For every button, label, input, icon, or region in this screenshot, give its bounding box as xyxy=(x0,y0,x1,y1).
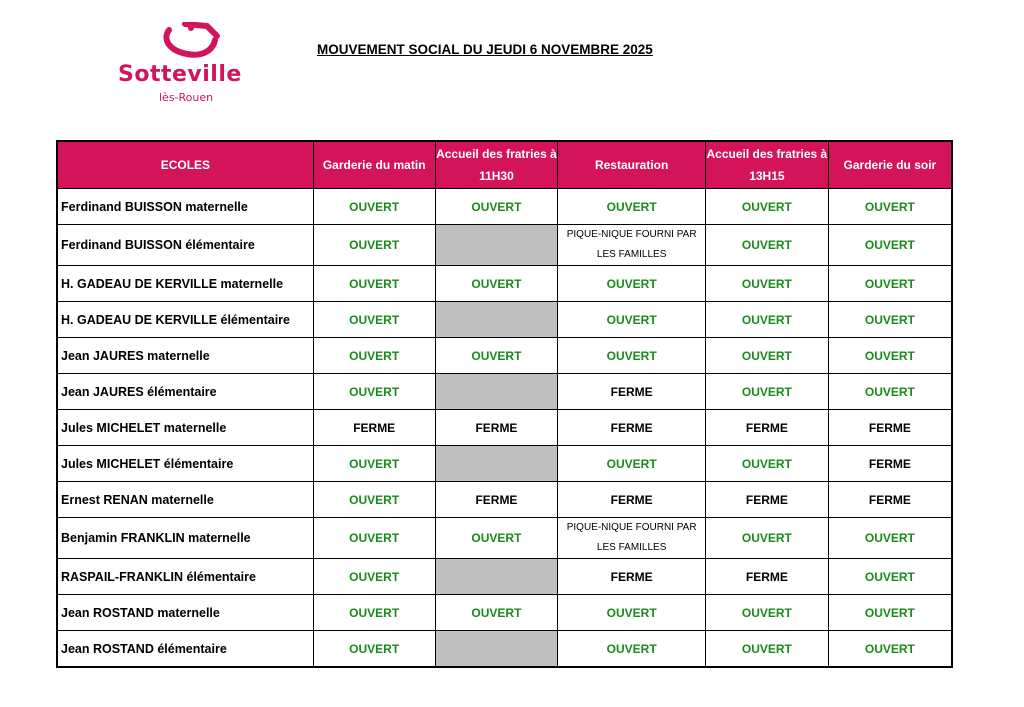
status-cell: OUVERT xyxy=(435,338,558,374)
status-cell xyxy=(435,225,558,266)
status-cell: OUVERT xyxy=(706,302,829,338)
status-cell: OUVERT xyxy=(435,266,558,302)
status-cell: OUVERT xyxy=(828,374,952,410)
status-cell: FERME xyxy=(558,559,706,595)
school-name: Jean ROSTAND élémentaire xyxy=(57,631,313,668)
school-name: Jean JAURES élémentaire xyxy=(57,374,313,410)
status-cell: FERME xyxy=(435,482,558,518)
table-row xyxy=(57,518,952,559)
school-name: RASPAIL-FRANKLIN élémentaire xyxy=(57,559,313,595)
status-cell: OUVERT xyxy=(313,482,435,518)
sotteville-logo xyxy=(112,22,272,104)
status-cell: OUVERT xyxy=(706,225,829,266)
status-cell: FERME xyxy=(706,410,829,446)
status-cell xyxy=(435,446,558,482)
status-cell: OUVERT xyxy=(558,595,706,631)
school-name: Jean ROSTAND maternelle xyxy=(57,595,313,631)
status-cell: OUVERT xyxy=(828,595,952,631)
status-cell: OUVERT xyxy=(706,518,829,559)
column-header: Garderie du matin xyxy=(313,141,435,189)
status-cell: FERME xyxy=(313,410,435,446)
school-name: Jules MICHELET élémentaire xyxy=(57,446,313,482)
status-cell: OUVERT xyxy=(435,595,558,631)
status-cell: OUVERT xyxy=(313,559,435,595)
status-cell: OUVERT xyxy=(313,595,435,631)
status-cell: OUVERT xyxy=(435,518,558,559)
status-cell xyxy=(435,559,558,595)
status-cell: OUVERT xyxy=(313,631,435,668)
school-name: Benjamin FRANKLIN maternelle xyxy=(57,518,313,559)
status-cell: OUVERT xyxy=(706,338,829,374)
column-header: ECOLES xyxy=(57,141,313,189)
school-name: Ferdinand BUISSON élémentaire xyxy=(57,225,313,266)
schedule-table xyxy=(56,140,953,668)
status-cell: FERME xyxy=(558,482,706,518)
column-header: Restauration xyxy=(558,141,706,189)
status-cell: OUVERT xyxy=(558,446,706,482)
school-name: Ferdinand BUISSON maternelle xyxy=(57,189,313,225)
column-header: Accueil des fratries à 11H30 xyxy=(435,141,558,189)
column-header: Accueil des fratries à 13H15 xyxy=(706,141,829,189)
school-name: Jean JAURES maternelle xyxy=(57,338,313,374)
status-cell: OUVERT xyxy=(313,446,435,482)
status-cell: OUVERT xyxy=(828,631,952,668)
status-cell: FERME xyxy=(828,446,952,482)
status-cell: OUVERT xyxy=(313,374,435,410)
status-cell: OUVERT xyxy=(706,631,829,668)
table-row xyxy=(57,225,952,266)
table-row xyxy=(57,189,952,225)
status-cell: OUVERT xyxy=(558,302,706,338)
status-cell: FERME xyxy=(435,410,558,446)
status-cell: OUVERT xyxy=(706,446,829,482)
status-cell: OUVERT xyxy=(828,559,952,595)
school-name: H. GADEAU DE KERVILLE élémentaire xyxy=(57,302,313,338)
header-row xyxy=(57,141,952,189)
table-body xyxy=(57,189,952,668)
status-cell: OUVERT xyxy=(313,266,435,302)
table-row xyxy=(57,559,952,595)
status-cell: OUVERT xyxy=(313,518,435,559)
status-cell: OUVERT xyxy=(706,595,829,631)
status-cell: OUVERT xyxy=(558,266,706,302)
status-cell: OUVERT xyxy=(706,189,829,225)
status-cell: FERME xyxy=(558,410,706,446)
column-header: Garderie du soir xyxy=(828,141,952,189)
table-row xyxy=(57,446,952,482)
status-cell: PIQUE-NIQUE FOURNI PAR LES FAMILLES xyxy=(558,225,706,266)
status-cell: PIQUE-NIQUE FOURNI PAR LES FAMILLES xyxy=(558,518,706,559)
status-cell: FERME xyxy=(828,410,952,446)
status-cell: OUVERT xyxy=(828,189,952,225)
status-cell: FERME xyxy=(706,482,829,518)
table-row xyxy=(57,338,952,374)
status-cell: OUVERT xyxy=(706,374,829,410)
table-row xyxy=(57,410,952,446)
table-row xyxy=(57,374,952,410)
status-cell: OUVERT xyxy=(313,302,435,338)
logo-mark-icon xyxy=(157,22,227,62)
status-cell: FERME xyxy=(828,482,952,518)
status-cell: OUVERT xyxy=(828,302,952,338)
status-cell: OUVERT xyxy=(558,631,706,668)
status-cell xyxy=(435,374,558,410)
status-cell: FERME xyxy=(558,374,706,410)
logo-subtitle: lès-Rouen xyxy=(159,91,214,104)
table-row xyxy=(57,631,952,668)
page-title: MOUVEMENT SOCIAL DU JEUDI 6 NOVEMBRE 2025 xyxy=(317,42,653,57)
status-cell: OUVERT xyxy=(313,338,435,374)
table-row xyxy=(57,266,952,302)
school-name: Jules MICHELET maternelle xyxy=(57,410,313,446)
status-cell: OUVERT xyxy=(435,189,558,225)
status-cell: OUVERT xyxy=(828,518,952,559)
school-name: Ernest RENAN maternelle xyxy=(57,482,313,518)
logo-name: Sotteville xyxy=(118,62,242,87)
status-cell: OUVERT xyxy=(558,189,706,225)
status-cell xyxy=(435,302,558,338)
status-cell: FERME xyxy=(706,559,829,595)
status-cell: OUVERT xyxy=(828,266,952,302)
status-cell: OUVERT xyxy=(558,338,706,374)
status-cell: OUVERT xyxy=(828,225,952,266)
status-cell: OUVERT xyxy=(313,189,435,225)
table-row xyxy=(57,482,952,518)
status-cell: OUVERT xyxy=(828,338,952,374)
table-row xyxy=(57,595,952,631)
status-cell: OUVERT xyxy=(313,225,435,266)
table-row xyxy=(57,302,952,338)
status-cell xyxy=(435,631,558,668)
status-cell: OUVERT xyxy=(706,266,829,302)
school-name: H. GADEAU DE KERVILLE maternelle xyxy=(57,266,313,302)
